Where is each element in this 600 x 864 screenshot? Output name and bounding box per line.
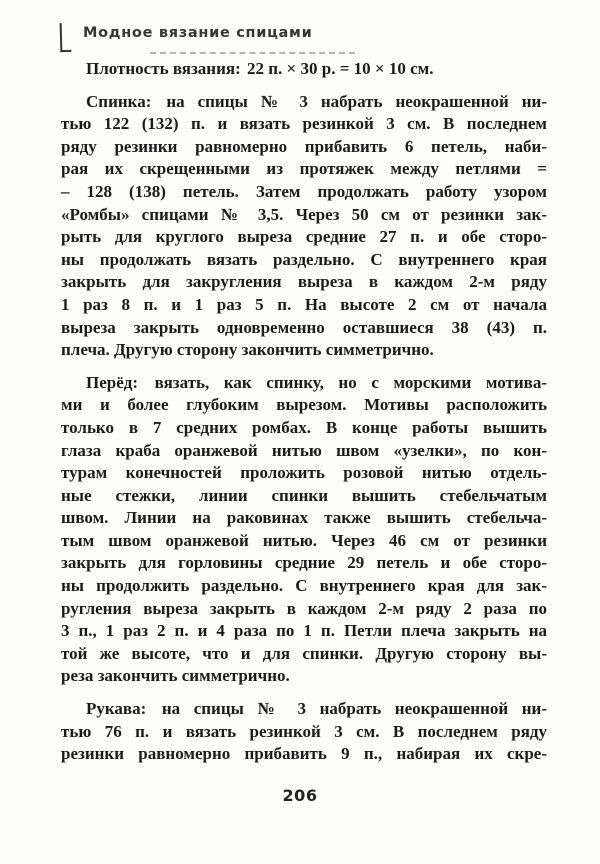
text-line bbox=[61, 698, 547, 721]
text-line: выреза закрыть одновременно оставшиеся 38 (43) п. bbox=[61, 317, 547, 337]
paragraph-lines bbox=[61, 394, 547, 688]
text-line: – 128 (138) петель. Затем продолжать работу узором bbox=[61, 181, 547, 201]
text-line: тью 76 п. и вязать резинкой 3 см. В последнем ряду bbox=[61, 721, 547, 741]
paragraph-lead: Спинка: bbox=[86, 91, 152, 111]
text-line: 3 п., 1 раз 2 п. и 4 раза по 1 п. Петли плеча закрыть на bbox=[61, 621, 547, 641]
text-line bbox=[61, 58, 547, 81]
paragraph-lead: Рукава: bbox=[86, 699, 147, 719]
text-line: глаза краба оранжевой нитью швом «узелки», по кон- bbox=[61, 440, 547, 460]
text-line: ми и более глубоким вырезом. Мотивы расположить bbox=[61, 395, 547, 415]
text-line: ны продолжить раздельно. С внутреннего края для зак- bbox=[61, 576, 547, 596]
paragraph-lead: Плотность вязания: bbox=[86, 59, 241, 78]
text-line: рая их скрещенными из протяжек между петлями = bbox=[61, 159, 547, 179]
text-line: «Ромбы» спицами № 3,5. Через 50 см от резинки зак- bbox=[61, 204, 547, 224]
text-line: ругления выреза закрыть в каждом 2-м ряду 2 раза по bbox=[61, 598, 547, 618]
paragraph-front bbox=[61, 372, 547, 688]
text-line: плеча. Другую сторону закончить симметрично. bbox=[61, 340, 434, 360]
header-underline-mark bbox=[150, 52, 355, 54]
text-line: 1 раз 8 п. и 1 раз 5 п. На высоте 2 см от начала bbox=[61, 294, 547, 314]
text-line: ны продолжать вязать раздельно. С внутреннего края bbox=[61, 249, 547, 269]
paragraph-lead-rest: на спицы № 3 набрать неокрашенной ни- bbox=[161, 699, 547, 719]
text-line bbox=[61, 91, 547, 114]
paragraph-back bbox=[61, 91, 547, 362]
page-body bbox=[61, 58, 547, 766]
text-line: тым швом оранжевой нитью. Через 46 см от резинки bbox=[61, 530, 547, 550]
text-line: рыть для круглого выреза средние 27 п. и обе сторо- bbox=[61, 227, 547, 247]
running-header-title: Модное вязание спицами bbox=[83, 25, 313, 41]
text-line: швом. Линии на раковинах также вышить стебельча- bbox=[61, 508, 547, 528]
running-header bbox=[60, 20, 460, 60]
text-line: закрыть для закругления выреза в каждом 2-м ряду bbox=[61, 272, 547, 292]
paragraph-lead-rest: на спицы № 3 набрать неокрашенной ни- bbox=[166, 91, 548, 111]
text-line: реза закончить симметрично. bbox=[61, 666, 290, 686]
page-number: 206 bbox=[282, 786, 318, 805]
text-line: той же высоте, что и для спинки. Другую сторону вы- bbox=[61, 643, 547, 663]
text-line: резинки равномерно прибавить 9 п., набирая их скре- bbox=[61, 744, 547, 764]
header-bracket-mark bbox=[60, 23, 72, 52]
paragraph-lines bbox=[61, 113, 547, 362]
paragraph-lead-rest: вязать, как спинку, но с морскими мотива- bbox=[154, 372, 548, 392]
text-line: ряду резинки равномерно прибавить 6 петель, наби- bbox=[61, 136, 547, 156]
paragraph-lines bbox=[61, 721, 547, 766]
text-line: закрыть для горловины средние 29 петель и обе сторо- bbox=[61, 553, 547, 573]
text-line: турам конечностей проложить розовой нитью отдель- bbox=[61, 463, 547, 483]
paragraph-tension bbox=[61, 58, 547, 81]
paragraph-lead-rest: 22 п. × 30 р. = 10 × 10 см. bbox=[247, 59, 434, 78]
text-line: только в 7 средних ромбах. В конце работы вышить bbox=[61, 417, 547, 437]
paragraph-sleeves bbox=[61, 698, 547, 766]
paragraph-lead: Перёд: bbox=[86, 372, 139, 392]
text-line: ные стежки, линии спинки вышить стебельчатым bbox=[61, 485, 547, 505]
text-line bbox=[61, 372, 547, 395]
text-line: тью 122 (132) п. и вязать резинкой 3 см. В последнем bbox=[61, 114, 547, 134]
